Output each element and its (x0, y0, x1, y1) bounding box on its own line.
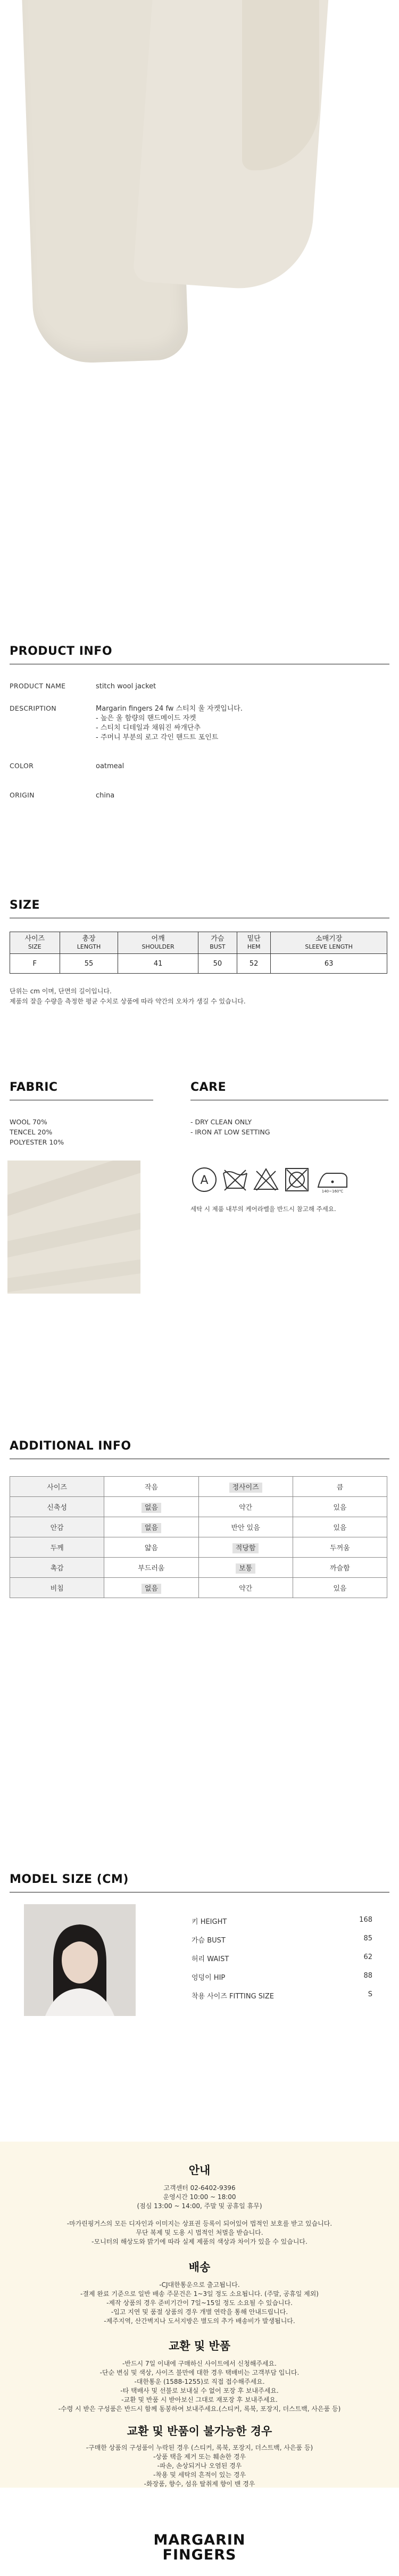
additional-cell: 반안 있음 (198, 1517, 293, 1537)
guide-line: 운영시간 10:00 ~ 18:00 (163, 2193, 236, 2201)
additional-cell: 두꺼움 (293, 1537, 387, 1558)
description-line: - 스티치 디테일과 채워진 싸개단추 (96, 724, 201, 732)
additional-label: 안감 (10, 1517, 104, 1537)
additional-row (10, 1558, 387, 1578)
delivery-line: -제주지역, 산간벽지나 도서지방은 별도의 추가 배송비가 발생됩니다. (104, 2317, 295, 2325)
guide-line: 고객센터 02-6402-9396 (163, 2184, 236, 2192)
delivery-line: -CJ대한통운으로 출고됩니다. (159, 2281, 240, 2289)
origin-value: china (96, 792, 115, 800)
care-title: CARE (190, 1081, 227, 1094)
size-cell: 52 (237, 954, 271, 974)
delivery-line: -제작 상품의 경우 준비기간이 7일~15일 정도 소요될 수 있습니다. (106, 2299, 293, 2307)
additional-cell: 있음 (293, 1517, 387, 1537)
iron-low-icon (314, 1166, 351, 1194)
no-exchange-line: -구매한 상품의 구성품이 누락된 경우 (스티커, 록북, 포장지, 더스트백, 사은품 등) (86, 2444, 313, 2451)
additional-row (10, 1537, 387, 1558)
size-header-cell: 가슴 BUST (198, 932, 237, 954)
exchange-title: 교환 및 반품 (168, 2340, 231, 2352)
additional-cell: 까슬함 (293, 1558, 387, 1578)
color-value: oatmeal (96, 762, 124, 770)
brand-line: FINGERS (162, 2547, 237, 2563)
notice-panel (0, 2142, 399, 2488)
additional-label: 신축성 (10, 1497, 104, 1517)
description-line: - 높은 울 함량의 핸드메이드 자켓 (96, 714, 196, 722)
additional-cell: 있음 (293, 1578, 387, 1598)
additional-cell: 약간 (198, 1578, 293, 1598)
additional-cell: 부드러움 (104, 1558, 198, 1578)
additional-cell: 없음 (104, 1497, 198, 1517)
info-value (96, 704, 383, 743)
additional-cell: 정사이즈 (198, 1477, 293, 1497)
size-header-cell: 소매기장 SLEEVE LENGTH (271, 932, 387, 954)
fabric-swatch (7, 1161, 140, 1294)
no-exchange-line: -화장품, 향수, 섬유 탈취제 향이 밴 경우 (144, 2480, 255, 2488)
guide-line: (점심 13:00 ~ 14:00, 주말 및 공휴일 휴무) (137, 2202, 262, 2210)
no-exchange-line: -파손, 손상되거나 오염된 경우 (157, 2462, 242, 2470)
exchange-line: -반드시 7일 이내에 구매하신 사이트에서 신청해주세요. (122, 2360, 277, 2367)
size-header-cell: 사이즈 SIZE (10, 932, 60, 954)
fabric-composition: WOOL 70% TENCEL 20% POLYESTER 10% (10, 1118, 64, 1146)
size-cell: 50 (198, 954, 237, 974)
additional-label: 두께 (10, 1537, 104, 1558)
exchange-line: -교환 및 반품 시 받아보신 그대로 재포장 후 보내주세요. (121, 2396, 278, 2404)
exchange-line: -수령 시 받은 구성품은 반드시 함께 동봉하여 보내주세요.(스티커, 록북, 포장지, 더스트백, 사은품 등) (58, 2405, 341, 2413)
model-portrait (24, 1904, 136, 2016)
size-title: SIZE (10, 899, 40, 912)
additional-cell: 없음 (104, 1578, 198, 1598)
no-exchange-line: -상품 택을 제거 또는 훼손한 경우 (153, 2453, 246, 2460)
additional-label: 촉감 (10, 1558, 104, 1578)
delivery-title: 배송 (188, 2261, 211, 2274)
additional-cell: 작음 (104, 1477, 198, 1497)
additional-row (10, 1517, 387, 1537)
additional-row (10, 1497, 387, 1517)
size-note: 단위는 cm 이며, 단면의 길이입니다. 제품의 잘을 수량을 측정한 평균 수치로 상품에 따라 약간의 오차가 생길 수 있습니다. (10, 987, 246, 1005)
info-key: ORIGIN (10, 791, 35, 799)
additional-row (10, 1477, 387, 1497)
no-exchange-line: -착용 및 세탁의 흔적이 있는 경우 (153, 2471, 246, 2479)
product-name-value: stitch wool jacket (96, 682, 156, 690)
additional-cell: 약간 (198, 1497, 293, 1517)
care-icons (190, 1166, 366, 1199)
description-line: - 주머니 부분의 로고 각인 핸드트 포인트 (96, 734, 219, 742)
additional-cell: 보통 (198, 1558, 293, 1578)
model-photo (24, 1904, 136, 2016)
delivery-line: -결제 완료 기준으로 일반 배송 주문건은 1~3일 정도 소요됩니다. (주말, 공휴일 제외) (80, 2290, 319, 2298)
do-not-bleach-icon (252, 1166, 280, 1194)
brand-logo (0, 2533, 399, 2563)
additional-label: 비침 (10, 1578, 104, 1598)
care-note: 세탁 시 제품 내부의 케어라벨을 반드시 참고해 주세요. (190, 1205, 336, 1213)
guide-body: -모니터의 해상도와 밝기에 따라 실제 제품의 색상과 차이가 있을 수 있습니다. (92, 2238, 307, 2245)
size-cell: 55 (60, 954, 118, 974)
dry-clean-icon (190, 1166, 218, 1194)
brand-line: MARGARIN (153, 2532, 246, 2548)
exchange-line: -타 택배사 및 선불로 보내실 수 없어 포장 후 보내주세요. (120, 2387, 279, 2394)
svg-text:A: A (200, 1174, 209, 1187)
do-not-tumble-dry-icon (283, 1166, 311, 1194)
guide-title: 안내 (188, 2164, 211, 2177)
additional-label: 사이즈 (10, 1477, 104, 1497)
additional-cell: 큼 (293, 1477, 387, 1497)
size-header-cell: 어깨 SHOULDER (118, 932, 198, 954)
size-cell: 63 (271, 954, 387, 974)
description-line: Margarin fingers 24 fw 스티치 울 자켓입니다. (96, 705, 243, 713)
delivery-line: -입고 지연 및 품절 상품의 경우 개별 연락을 통해 안내드립니다. (111, 2308, 288, 2316)
info-value (96, 762, 383, 771)
product-info-title: PRODUCT INFO (10, 645, 113, 658)
fabric-title: FABRIC (10, 1081, 58, 1094)
model-size-title: MODEL SIZE (CM) (10, 1873, 129, 1886)
additional-row (10, 1578, 387, 1598)
additional-cell: 얇음 (104, 1537, 198, 1558)
info-key: PRODUCT NAME (10, 682, 66, 690)
additional-info-table (10, 1476, 387, 1598)
svg-text:140~160℃: 140~160℃ (321, 1189, 344, 1194)
guide-body: 무단 복제 및 도용 시 법적인 처벌을 받습니다. (136, 2229, 263, 2236)
size-cell: F (10, 954, 60, 974)
additional-cell: 없음 (104, 1517, 198, 1537)
info-key: DESCRIPTION (10, 704, 56, 712)
additional-cell: 적당함 (198, 1537, 293, 1558)
care-instructions: - DRY CLEAN ONLY - IRON AT LOW SETTING (190, 1118, 270, 1136)
exchange-line: -단순 변심 및 색상, 사이즈 불만에 대한 경우 택배비는 고객부담 입니다. (99, 2369, 300, 2376)
size-header-cell: 총장 LENGTH (60, 932, 118, 954)
do-not-wash-icon (221, 1166, 249, 1194)
additional-cell: 있음 (293, 1497, 387, 1517)
size-table (10, 932, 387, 974)
size-table-header (10, 932, 387, 954)
size-header-cell: 밑단 HEM (237, 932, 271, 954)
product-photo (0, 0, 399, 405)
guide-body: -마가린핑거스의 모든 디자인과 이미지는 상표권 등록이 되어있어 법적인 보호를 받고 있습니다. (66, 2220, 332, 2227)
size-table-row (10, 954, 387, 974)
info-value (96, 791, 383, 801)
additional-info-title: ADDITIONAL INFO (10, 1439, 131, 1453)
info-key: COLOR (10, 762, 34, 770)
info-value (96, 682, 383, 692)
exchange-line: -대한통운 (1588-1255)로 직접 접수해주세요. (134, 2378, 265, 2385)
size-cell: 41 (118, 954, 198, 974)
no-exchange-title: 교환 및 반품이 불가능한 경우 (127, 2425, 272, 2438)
